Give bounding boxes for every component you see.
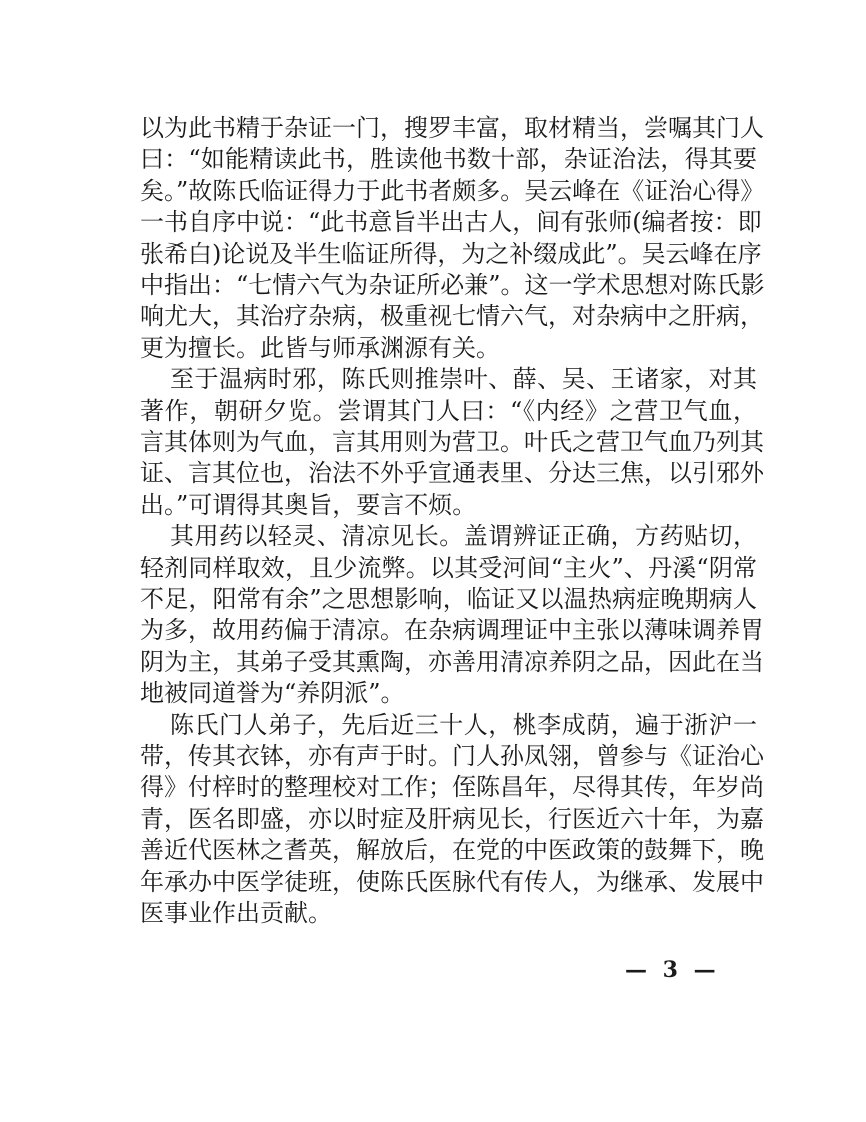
- text-line: 得》付梓时的整理校对工作；侄陈昌年，尽得其传，年岁尚: [140, 773, 764, 802]
- text-line: 青，医名即盛，亦以时症及肝病见长，行医近六十年，为嘉: [140, 804, 764, 833]
- text-line: 其用药以轻灵、清凉见长。盖谓辨证正确，方药贴切，: [170, 522, 757, 551]
- text-line: 证、言其位也，治法不外乎宣通表里、分达三焦，以引邪外: [140, 459, 764, 488]
- text-line: 张希白)论说及半生临证所得，为之补缀成此”。吴云峰在序: [140, 239, 762, 268]
- text-line: 阴为主，其弟子受其熏陶，亦善用清凉养阴之品，因此在当: [140, 647, 764, 676]
- text-line: 地被同道誉为“养阴派”。: [140, 679, 405, 708]
- text-line: 以为此书精于杂证一门，搜罗丰富，取材精当，尝嘱其门人: [140, 114, 764, 142]
- text-line: 中指出：“七情六气为杂证所必兼”。这一学术思想对陈氏影: [140, 271, 765, 299]
- page-number: — 3 —: [625, 957, 720, 983]
- text-line: 著作，朝研夕览。尝谓其门人曰：“《内经》之营卫气血，: [140, 396, 757, 425]
- text-line: 矣。”故陈氏临证得力于此书者颇多。吴云峰在《证治心得》: [140, 176, 765, 205]
- text-line: 陈氏门人弟子，先后近三十人，桃李成荫，遍于浙沪一: [170, 710, 757, 739]
- text-line: 至于温病时邪，陈氏则推崇叶、薛、吴、王诸家，对其: [170, 365, 757, 394]
- text-line: 出。”可谓得其奥旨，要言不烦。: [140, 490, 477, 519]
- text-line: 为多，故用药偏于清凉。在杂病调理证中主张以薄味调养胃: [140, 616, 764, 645]
- text-line: 年承办中医学徒班，使陈氏医脉代有传人，为继承、发展中: [140, 867, 764, 896]
- text-line: 曰：“如能精读此书，胜读他书数十部，杂证治法，得其要: [140, 145, 757, 174]
- text-line: 不足，阳常有余”之思想影响，临证又以温热病症晚期病人: [140, 585, 757, 613]
- text-line: 带，传其衣钵，亦有声于时。门人孙凤翎，曾参与《证治心: [140, 742, 764, 770]
- text-line: 响尤大，其治疗杂病，极重视七情六气，对杂病中之肝病，: [140, 302, 764, 331]
- text-line: 医事业作出贡献。: [140, 899, 332, 927]
- text-line: 更为擅长。此皆与师承渊源有关。: [140, 333, 500, 362]
- text-line: 善近代医林之耆英，解放后，在党的中医政策的鼓舞下，晚: [140, 836, 764, 865]
- text-line: 言其体则为气血，言其用则为营卫。叶氏之营卫气血乃列其: [140, 428, 764, 456]
- text-line: 轻剂同样取效，且少流弊。以其受河间“主火”、丹溪“阴常: [140, 553, 757, 582]
- text-line: 一书自序中说：“此书意旨半出古人，间有张师(编者按：即: [140, 208, 762, 237]
